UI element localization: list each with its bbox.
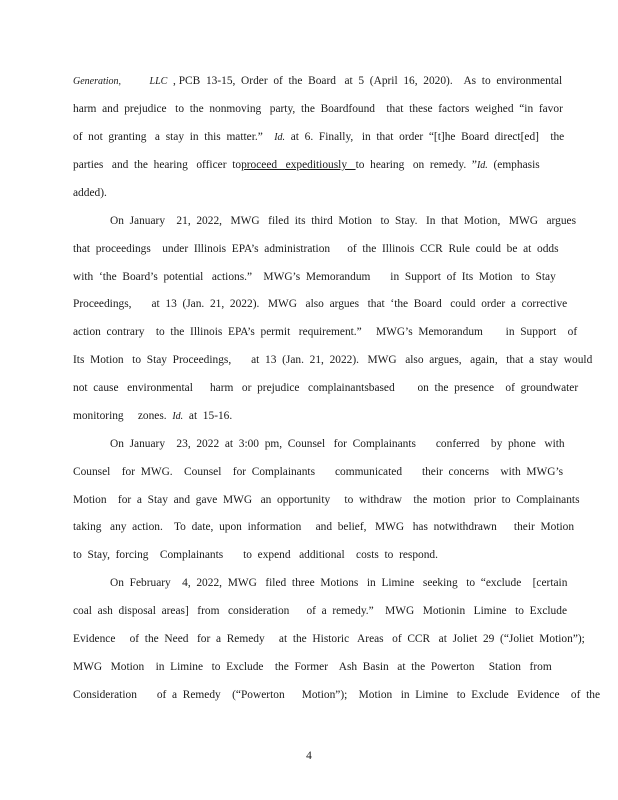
text-line bbox=[73, 325, 577, 339]
citation-italic: Generation, bbox=[73, 76, 122, 87]
text-run: On February 4, 2022, MWG filed three Motions in Limine seeking to “exclude [certain bbox=[110, 577, 568, 589]
text-run bbox=[121, 75, 149, 87]
text-line bbox=[73, 632, 585, 646]
citation-italic: LLC bbox=[149, 76, 168, 87]
text-run: Proceedings, at 13 (Jan. 21, 2022). MWG also argues that ‘the Board could order a corrective bbox=[73, 298, 568, 310]
text-line bbox=[73, 102, 563, 116]
text-run: not cause environmental harm or prejudice complainantsbased on the presence of groundwater bbox=[73, 382, 579, 394]
text-run: Consideration of a Remedy (“Powerton Motion”); Motion in Limine to Exclude Evidence of the bbox=[73, 689, 601, 701]
text-line bbox=[73, 604, 567, 618]
text-run: (emphasis bbox=[487, 159, 540, 171]
text-line bbox=[73, 353, 592, 367]
text-line bbox=[73, 74, 562, 89]
text-run: of not granting a stay in this matter.” bbox=[73, 131, 275, 143]
text-run: at 15-16. bbox=[183, 410, 233, 422]
text-line bbox=[73, 520, 574, 534]
text-run: taking any action. To date, upon information and belief, MWG has notwithdrawn their Motion bbox=[73, 521, 575, 533]
text-line bbox=[73, 465, 563, 479]
text-run: that proceedings under Illinois EPA’s administration of the Illinois CCR Rule could be at odds bbox=[73, 243, 559, 255]
citation-italic: Id. bbox=[476, 160, 488, 171]
text-run: Evidence of the Need for a Remedy at the Historic Areas of CCR at Joliet 29 (“Joliet Motion”); bbox=[73, 633, 585, 645]
text-run: MWG Motion in Limine to Exclude the Former Ash Basin at the Powerton Station from bbox=[73, 661, 552, 673]
text-line bbox=[73, 186, 107, 200]
text-run: with ‘the Board’s potential actions.” MWG’s Memorandum in Support of Its Motion to Stay bbox=[73, 271, 556, 283]
text-line bbox=[73, 688, 600, 702]
text-run: Its Motion to Stay Proceedings, at 13 (Jan. 21, 2022). MWG also argues, again, that a stay would bbox=[73, 354, 593, 366]
text-line bbox=[73, 660, 552, 674]
text-line bbox=[110, 437, 565, 451]
text-line bbox=[73, 130, 564, 145]
text-run: parties and the hearing officer to bbox=[73, 159, 242, 171]
text-run: On January 21, 2022, MWG filed its third Motion to Stay. In that Motion, MWG argues bbox=[110, 215, 577, 227]
text-run: action contrary to the Illinois EPA’s permit requirement.” MWG’s Memorandum in Support of bbox=[73, 326, 578, 338]
underlined-text: proceed expeditiously bbox=[241, 159, 356, 171]
text-run: to hearing on remedy. ” bbox=[355, 159, 477, 171]
citation-italic: Id. bbox=[274, 132, 286, 143]
text-run: added). bbox=[73, 187, 107, 199]
text-line bbox=[73, 270, 556, 284]
text-line bbox=[73, 493, 580, 507]
page-number: 4 bbox=[306, 750, 312, 762]
text-line bbox=[73, 548, 438, 562]
text-line bbox=[73, 409, 232, 424]
text-line bbox=[73, 381, 578, 395]
text-line bbox=[110, 576, 567, 590]
text-line bbox=[73, 242, 559, 256]
text-line bbox=[73, 297, 567, 311]
text-run: coal ash disposal areas] from consideration of a remedy.” MWG Motionin Limine to Exclude bbox=[73, 605, 567, 617]
text-run: Counsel for MWG. Counsel for Complainants communicated their concerns with MWG’s bbox=[73, 466, 564, 478]
text-run: at 6. Finally, in that order “[t]he Board direct[ed] the bbox=[285, 131, 565, 143]
text-run: to Stay, forcing Complainants to expend additional costs to respond. bbox=[73, 549, 438, 561]
text-line bbox=[73, 158, 540, 173]
text-run: monitoring zones. bbox=[73, 410, 173, 422]
text-run: harm and prejudice to the nonmoving party, the Boardfound that these factors weighed “in favor bbox=[73, 103, 563, 115]
text-run: On January 23, 2022 at 3:00 pm, Counsel for Complainants conferred by phone with bbox=[110, 438, 565, 450]
text-run: Motion for a Stay and gave MWG an opportunity to withdraw the motion prior to Complainants bbox=[73, 494, 580, 506]
text-run: , PCB 13-15, Order of the Board at 5 (April 16, 2020). As to environmental bbox=[167, 75, 563, 87]
citation-italic: Id. bbox=[172, 411, 184, 422]
text-line bbox=[110, 214, 576, 228]
